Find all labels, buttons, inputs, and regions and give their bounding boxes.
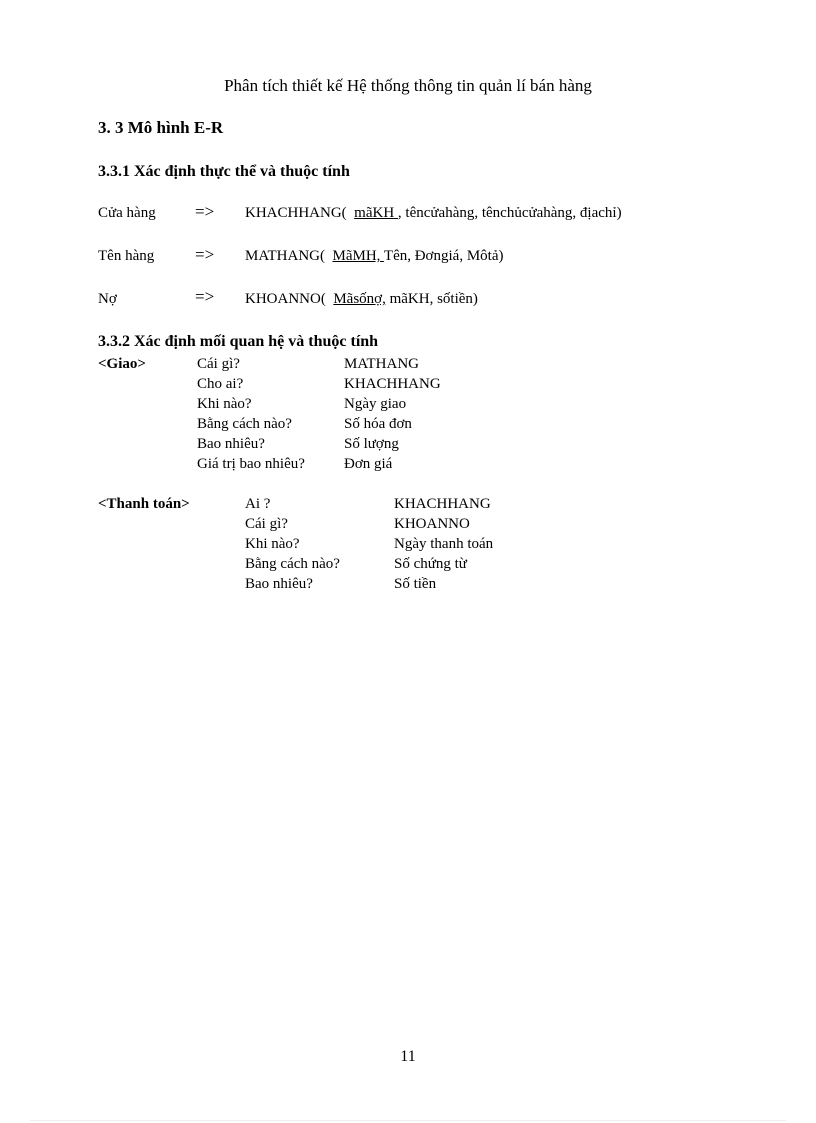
relation-question: Bao nhiêu?: [197, 436, 265, 452]
relation-question: Bao nhiêu?: [245, 576, 313, 592]
arrow-icon: =>: [195, 287, 215, 306]
relation-answer: KHOANNO: [394, 516, 470, 532]
relation-answers: [394, 494, 493, 594]
relation-questions: [197, 354, 305, 474]
entity-attributes: Tên, Đơngiá, Môtả): [383, 248, 504, 264]
page-bottom-divider: [30, 1120, 786, 1121]
relation-answer: Số hóa đơn: [344, 416, 412, 432]
relation-answer: MATHANG: [344, 356, 419, 372]
subsection-heading-relations: 3.3.2 Xác định mối quan hệ và thuộc tính: [98, 333, 379, 350]
relation-answer: KHACHHANG: [394, 496, 491, 512]
relation-question: Bằng cách nào?: [197, 416, 292, 432]
relation-question: Bằng cách nào?: [245, 556, 340, 572]
page-number: 11: [400, 1048, 416, 1065]
entity-source-label: Cửa hàng: [98, 205, 156, 221]
primary-key: Mãsốnợ,: [333, 291, 386, 307]
relation-answers: [344, 354, 441, 474]
arrow-icon: =>: [195, 202, 215, 221]
arrow-icon: =>: [195, 245, 215, 264]
entity-source-label: Tên hàng: [98, 248, 155, 264]
relation-question: Cái gì?: [245, 516, 288, 532]
relation-answer: Số tiền: [394, 576, 437, 592]
entity-name: KHOANNO(: [245, 291, 326, 307]
relation-answer: Ngày giao: [344, 396, 407, 412]
entity-name: MATHANG(: [245, 248, 325, 264]
entity-definition: [245, 248, 503, 265]
entity-definition: [245, 205, 622, 222]
primary-key: mãKH: [354, 205, 398, 221]
relation-tag-giao: <Giao>: [98, 356, 146, 372]
relation-question: Giá trị bao nhiêu?: [197, 456, 305, 472]
entity-definition: [245, 291, 478, 308]
entity-attributes: , têncửahàng, tênchủcửahàng, địachỉ): [397, 205, 622, 221]
subsection-heading-entities: 3.3.1 Xác định thực thể và thuộc tính: [98, 163, 350, 180]
primary-key: MãMH,: [332, 248, 384, 264]
entity-name: KHACHHANG(: [245, 205, 347, 221]
relation-answer: Ngày thanh toán: [394, 536, 494, 552]
relation-question: Ai ?: [245, 496, 271, 512]
relation-question: Khi nào?: [245, 536, 300, 552]
relation-question: Khi nào?: [197, 396, 252, 412]
entity-attributes: mãKH, sốtiền): [385, 291, 478, 307]
relation-answer: Số lượng: [344, 436, 399, 452]
page-header: Phân tích thiết kế Hệ thống thông tin quản lí bán hàng: [224, 76, 592, 95]
relation-answer: Đơn giá: [344, 456, 393, 472]
section-heading: 3. 3 Mô hình E-R: [98, 118, 224, 137]
relation-questions: [245, 494, 340, 594]
relation-question: Cái gì?: [197, 356, 240, 372]
relation-question: Cho ai?: [197, 376, 244, 392]
entity-source-label: Nợ: [98, 291, 117, 307]
relation-answer: Số chứng từ: [394, 556, 467, 572]
relation-tag-thanh-toan: <Thanh toán>: [98, 496, 190, 512]
relation-answer: KHACHHANG: [344, 376, 441, 392]
